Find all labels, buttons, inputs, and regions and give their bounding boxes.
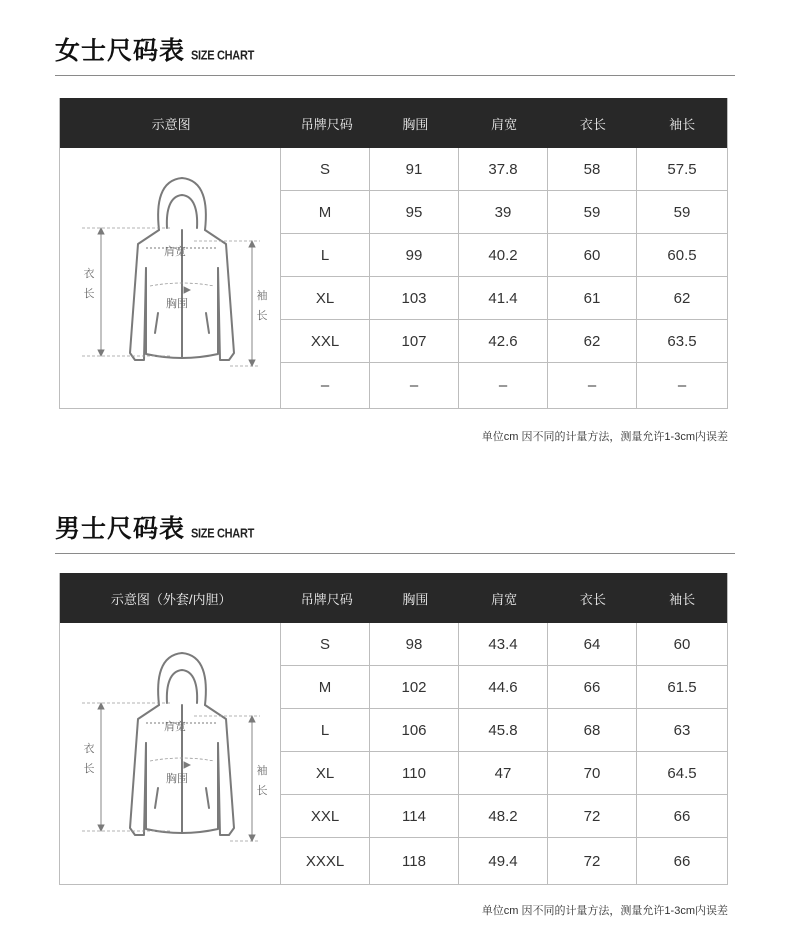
diagram-shoulder-label: 肩宽 — [164, 721, 186, 733]
header-tag-size: 吊牌尺码 — [300, 116, 353, 132]
men-table-header — [60, 573, 727, 623]
table-row: – – – – – — [281, 363, 727, 408]
header-sleeve: 袖长 — [669, 116, 696, 132]
women-table-header — [60, 98, 727, 148]
table-row: XXL 114 48.2 72 66 — [281, 795, 727, 838]
diagram-sleeve-length-label: 袖 长 — [256, 290, 268, 322]
header-length: 衣长 — [579, 591, 606, 607]
men-measurement-note: 单位cm 因不同的计量方法，测量允许1-3cm内误差 — [481, 905, 728, 917]
diagram-shoulder-label: 肩宽 — [164, 246, 186, 258]
table-row: XXXL 118 49.4 72 66 — [281, 838, 727, 884]
men-title-cn: 男士尺码表 — [55, 515, 186, 543]
header-shoulder: 肩宽 — [491, 591, 518, 607]
diagram-chest-label: 胸围 — [166, 298, 188, 310]
women-table-rows — [281, 148, 727, 408]
men-title — [55, 514, 254, 544]
women-title — [55, 36, 254, 66]
men-table-body — [60, 623, 727, 884]
women-measurement-note: 单位cm 因不同的计量方法，测量允许1-3cm内误差 — [481, 431, 728, 443]
header-diagram: 示意图 — [151, 116, 191, 132]
header-sleeve: 袖长 — [669, 591, 696, 607]
men-size-table — [59, 573, 728, 885]
women-title-cn: 女士尺码表 — [55, 37, 186, 65]
men-title-en: SIZE CHART — [191, 527, 255, 541]
table-row: XL 103 41.4 61 62 — [281, 277, 727, 320]
header-diagram: 示意图（外套/内胆） — [110, 591, 232, 607]
header-chest: 胸围 — [402, 591, 429, 607]
women-size-table — [59, 98, 728, 409]
table-row: XXL 107 42.6 62 63.5 — [281, 320, 727, 363]
header-shoulder: 肩宽 — [491, 116, 518, 132]
diagram-body-length-label: 衣 长 — [83, 268, 95, 300]
table-row: M 102 44.6 66 61.5 — [281, 666, 727, 709]
table-row: M 95 39 59 59 — [281, 191, 727, 234]
header-length: 衣长 — [579, 116, 606, 132]
table-row: XL 110 47 70 64.5 — [281, 752, 727, 795]
diagram-body-length-label: 衣 长 — [83, 743, 95, 775]
table-row: L 99 40.2 60 60.5 — [281, 234, 727, 277]
women-jacket-diagram — [60, 148, 281, 408]
women-title-divider — [55, 75, 735, 76]
men-title-divider — [55, 553, 735, 554]
table-row: S 91 37.8 58 57.5 — [281, 148, 727, 191]
table-row: S 98 43.4 64 60 — [281, 623, 727, 666]
men-table-rows — [281, 623, 727, 884]
women-table-body — [60, 148, 727, 408]
women-title-en: SIZE CHART — [191, 49, 255, 63]
header-tag-size: 吊牌尺码 — [300, 591, 353, 607]
men-jacket-diagram — [60, 623, 281, 884]
diagram-chest-label: 胸围 — [166, 773, 188, 785]
header-chest: 胸围 — [402, 116, 429, 132]
diagram-sleeve-length-label: 袖 长 — [256, 765, 268, 797]
table-row: L 106 45.8 68 63 — [281, 709, 727, 752]
